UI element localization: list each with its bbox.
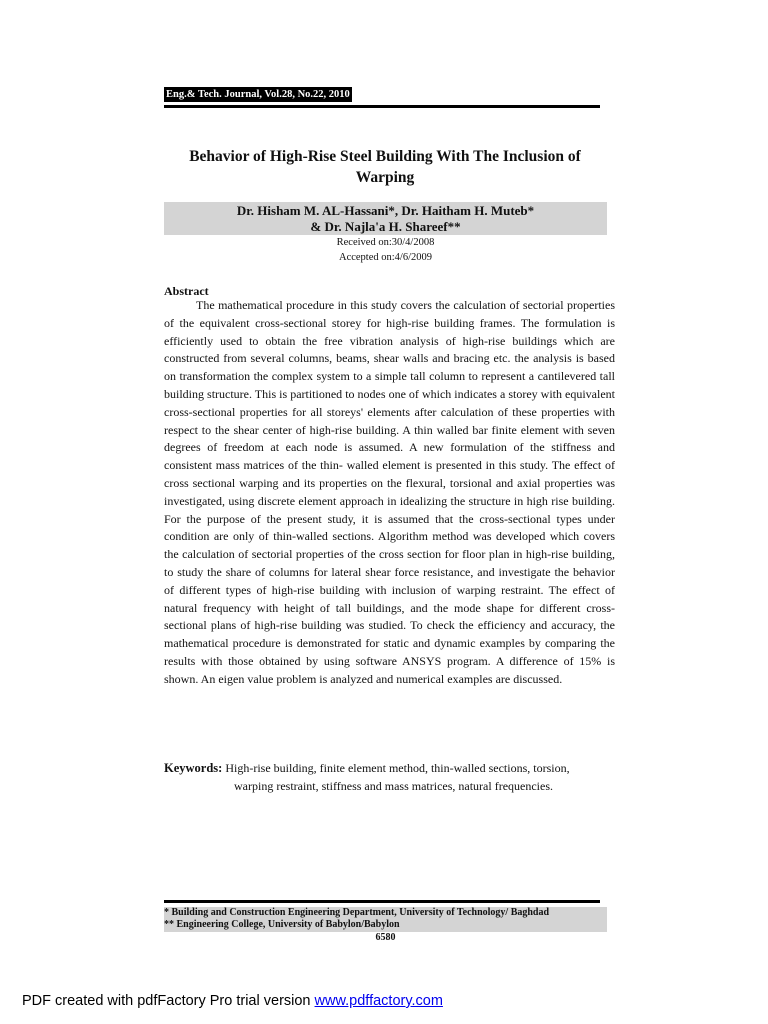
keywords-line-1: High-rise building, finite element method, thin-walled sections, torsion,: [225, 761, 570, 775]
title-line-2: Warping: [355, 169, 415, 186]
paper-title: [164, 146, 606, 188]
pdf-creator-footer: [22, 993, 443, 1009]
header-rule: [164, 105, 600, 108]
authors-line-1: Dr. Hisham M. AL-Hassani*, Dr. Haitham H. Muteb*: [236, 203, 535, 218]
accepted-date: Accepted on:4/6/2009: [338, 251, 433, 263]
title-line-1: Behavior of High-Rise Steel Building With The Inclusion of: [189, 148, 581, 165]
submission-dates: [164, 236, 607, 265]
affiliations-box: [164, 907, 607, 932]
keywords: [164, 760, 615, 796]
affiliation-1: * Building and Construction Engineering Department, University of Technology/ Baghdad: [164, 907, 550, 918]
affiliation-2: ** Engineering College, University of Babylon/Babylon: [164, 919, 400, 930]
footnote-rule: [164, 900, 600, 903]
pdf-footer-text: PDF created with pdfFactory Pro trial version: [22, 993, 315, 1009]
authors-line-2: & Dr. Najla'a H. Shareef**: [310, 219, 461, 234]
keywords-line-2: warping restraint, stiffness and mass matrices, natural frequencies.: [234, 778, 554, 793]
keywords-label: Keywords:: [164, 761, 223, 775]
pdffactory-link[interactable]: www.pdffactory.com: [314, 993, 443, 1009]
journal-header: Eng.& Tech. Journal, Vol.28, No.22, 2010: [166, 89, 350, 100]
abstract-heading: Abstract: [164, 284, 209, 298]
authors-box: [164, 202, 607, 235]
received-date: Received on:30/4/2008: [336, 237, 435, 248]
page-number: 6580: [375, 932, 396, 943]
abstract-body: The mathematical procedure in this study covers the calculation of sectorial properties of the equivalent cross-sectional storey for high-rise building frames. The formulation is efficiently used to obtain the free vibration analysis of high-rise buildings which are constructed from several columns, beams, shear walls and bracing etc. the analysis is based on transformation the complex system to a simple tall column to represent a cantilevered tall building structure. This is partitioned to nodes one of which indicates a storey with equivalent cross-sectional properties for all storeys' elements after calculation of these properties with respect to the shear center of high-rise building. A thin walled bar finite element with seven degrees of freedom at each node is assumed. A new formulation of the stiffness and consistent mass matrices of the thin- walled element is presented in this study. The effect of cross sectional warping and its properties on the flexural, torsional and axial properties was investigated, using discrete element approach in idealizing the structure in high rise building. For the purpose of the present study, it is assumed that the cross-sectional types under condition are only of thin-walled sections. Algorithm method was developed which covers the calculation of sectorial properties of the cross section for floor plan in high-rise building, to study the share of columns for lateral shear force resistance, and investigate the behavior of different types of high-rise building with inclusion of warping restraint. The effect of natural frequency with height of tall buildings, and the mode shape for different cross-sectional plans of high-rise building was studied. To check the efficiency and accuracy, the mathematical procedure is demonstrated for static and dynamic examples by comparing the results with those obtained by using software ANSYS program. A difference of 15% is shown. An eigen value problem is analyzed and numerical examples are discussed.: [164, 298, 615, 686]
